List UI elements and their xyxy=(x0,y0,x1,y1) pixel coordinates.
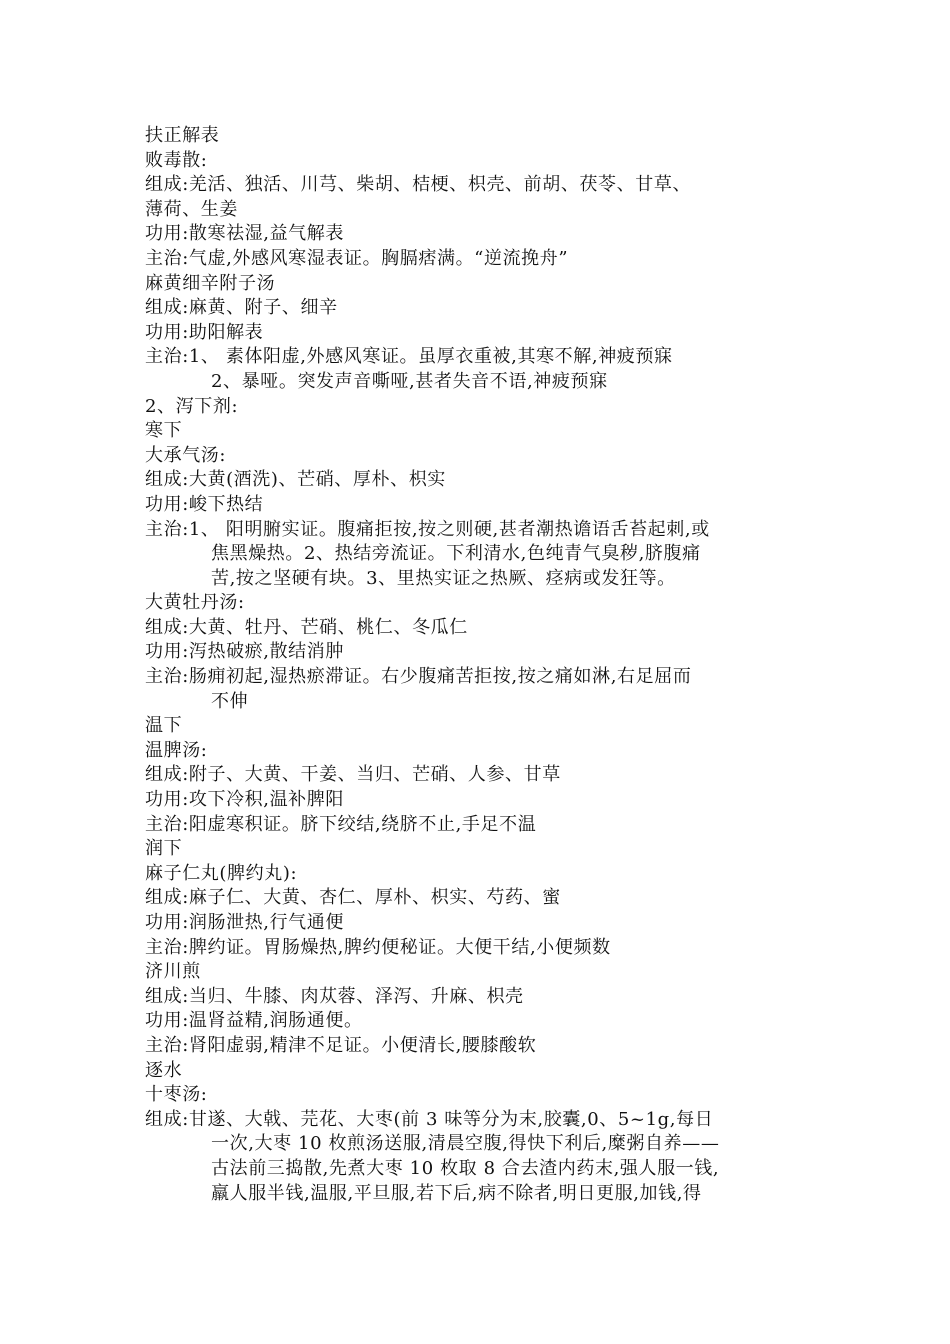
text-line: 大承气汤: xyxy=(145,444,227,466)
text-line: 组成:麻子仁、大黄、杏仁、厚朴、枳实、芍药、蜜 xyxy=(145,887,561,909)
text-line: 败毒散: xyxy=(145,149,208,171)
text-line: 功用:温肾益精,润肠通便。 xyxy=(145,1010,363,1032)
text-line: 组成:当归、牛膝、肉苁蓉、泽泻、升麻、枳壳 xyxy=(145,985,524,1007)
text-line: 润下 xyxy=(145,838,183,860)
text-line: 古法前三捣散,先煮大枣 10 枚取 8 合去渣内药末,强人服一钱, xyxy=(211,1157,720,1179)
text-line: 组成:羌活、独活、川芎、柴胡、桔梗、枳壳、前胡、茯苓、甘草、 xyxy=(145,174,692,196)
text-line: 主治:气虚,外感风寒湿表证。胸膈痞满。“逆流挽舟” xyxy=(145,247,569,269)
text-line: 功用:润肠泄热,行气通便 xyxy=(145,912,344,933)
text-line: 主治:1、 阳明腑实证。腹痛拒按,按之则硬,甚者潮热谵语舌苔起刺,或 xyxy=(145,518,710,540)
document-page xyxy=(145,124,825,1206)
text-line: 逐水 xyxy=(145,1059,183,1081)
text-line: 扶正解表 xyxy=(145,125,220,146)
text-line: 主治:脾约证。胃肠燥热,脾约便秘证。大便干结,小便频数 xyxy=(145,936,611,958)
text-line: 温下 xyxy=(145,715,183,737)
text-line: 麻黄细辛附子汤 xyxy=(145,272,276,294)
text-line: 组成:甘遂、大戟、芫花、大枣(前 3 味等分为末,胶囊,0、5~1g,每日 xyxy=(145,1108,714,1130)
text-line: 温脾汤: xyxy=(145,739,208,761)
text-line: 组成:附子、大黄、干姜、当归、芒硝、人参、甘草 xyxy=(145,764,561,786)
text-line: 大黄牡丹汤: xyxy=(145,592,245,614)
text-line: 组成:大黄、牡丹、芒硝、桃仁、冬瓜仁 xyxy=(145,616,468,638)
text-line: 寒下 xyxy=(145,420,183,442)
text-line: 主治:1、 素体阳虚,外感风寒证。虽厚衣重被,其寒不解,神疲预寐 xyxy=(145,346,673,368)
text-line: 2、暴哑。突发声音嘶哑,甚者失音不语,神疲预寐 xyxy=(211,370,608,392)
text-line: 功用:助阳解表 xyxy=(145,321,264,343)
text-line: 功用:峻下热结 xyxy=(145,493,264,515)
text-line: 功用:泻热破瘀,散结消肿 xyxy=(145,641,344,663)
text-line: 不伸 xyxy=(211,690,249,712)
text-line: 主治:阳虚寒积证。脐下绞结,绕脐不止,手足不温 xyxy=(145,813,537,835)
text-line: 主治:肠痈初起,湿热瘀滞证。右少腹痛苦拒按,按之痛如淋,右足屈而 xyxy=(145,666,692,688)
text-line: 主治:肾阳虚弱,精津不足证。小便清长,腰膝酸软 xyxy=(145,1034,537,1056)
text-line: 组成:麻黄、附子、细辛 xyxy=(145,297,338,319)
text-line: 麻子仁丸(脾约丸): xyxy=(145,862,298,884)
text-line: 薄荷、生姜 xyxy=(145,198,238,220)
text-line: 苦,按之坚硬有块。3、里热实证之热厥、痉病或发狂等。 xyxy=(211,567,676,589)
text-line: 功用:攻下冷积,温补脾阳 xyxy=(145,789,344,811)
text-line: 羸人服半钱,温服,平旦服,若下后,病不除者,明日更服,加钱,得 xyxy=(211,1182,702,1204)
text-line: 组成:大黄(酒洗)、芒硝、厚朴、枳实 xyxy=(145,469,446,491)
text-line: 功用:散寒祛湿,益气解表 xyxy=(145,223,344,245)
text-line: 济川煎 xyxy=(145,961,201,983)
text-line: 十枣汤: xyxy=(145,1084,208,1106)
text-line: 一次,大枣 10 枚煎汤送服,清晨空腹,得快下利后,糜粥自养—— xyxy=(211,1133,720,1155)
text-line: 2、泻下剂: xyxy=(145,395,239,417)
text-line: 焦黑燥热。2、热结旁流证。下利清水,色纯青气臭秽,脐腹痛 xyxy=(211,543,701,565)
